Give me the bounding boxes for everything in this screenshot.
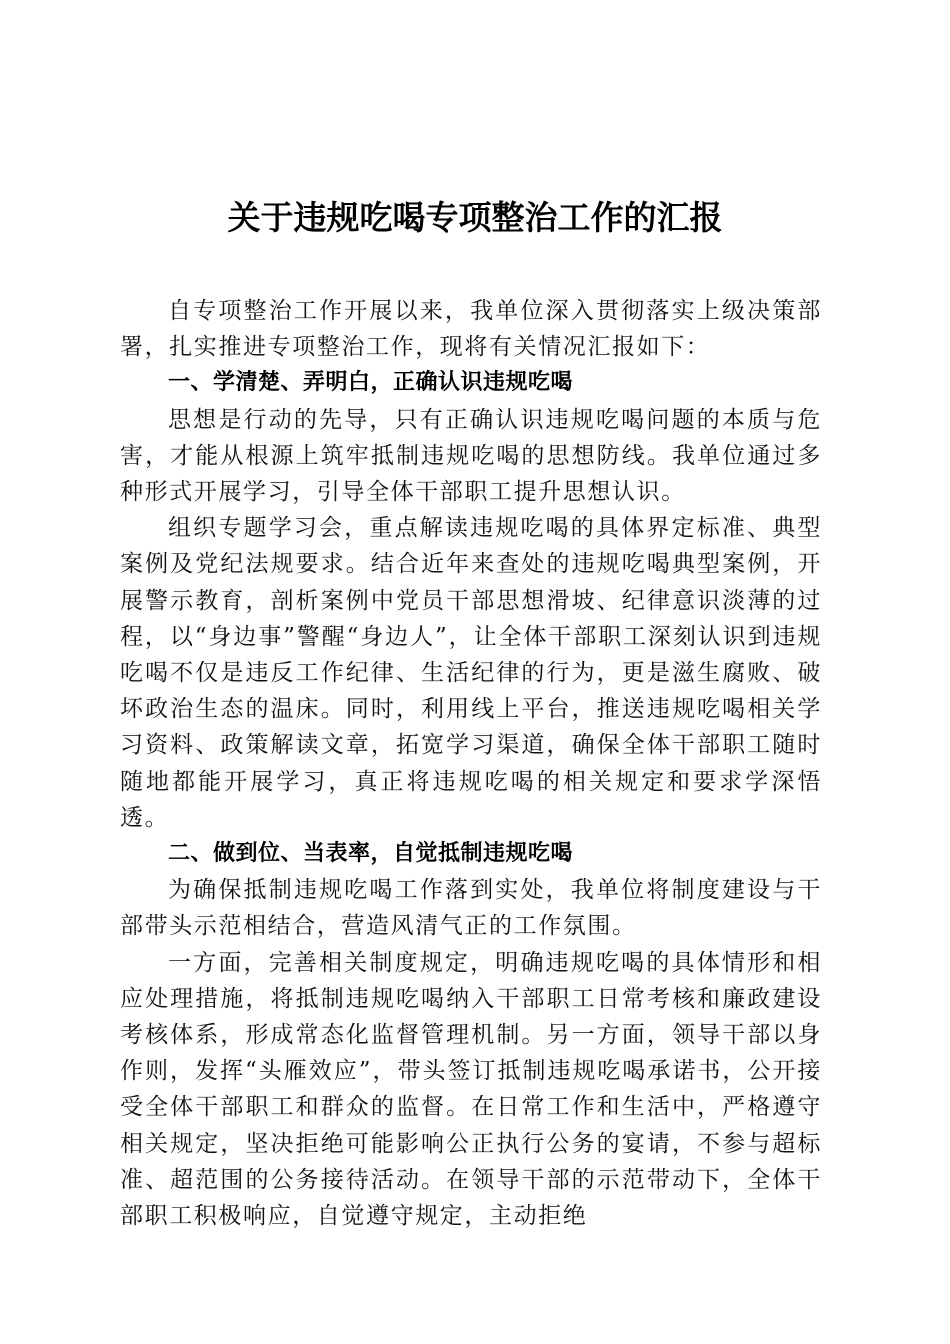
section-2-heading: 二、做到位、当表率，自觉抵制违规吃喝 — [168, 841, 574, 867]
document-body — [120, 293, 822, 1234]
section-2-paragraph-2: 一方面，完善相关制度规定，明确违规吃喝的具体情形和相应处理措施，将抵制违规吃喝纳入干部职工日常考核和廉政建设考核体系，形成常态化监督管理机制。另一方面，领导干部以身作则，发挥“头雁效应”，带头签订抵制违规吃喝承诺书，公开接受全体干部职工和群众的监督。在日常工作和生活中，严格遵守相关规定，坚决拒绝可能影响公正执行公务的宴请，不参与超标准、超范围的公务接待活动。在领导干部的示范带动下，全体干部职工积极响应，自觉遵守规定，主动拒绝 — [120, 949, 822, 1230]
document-title: 关于违规吃喝专项整治工作的汇报 — [227, 198, 723, 237]
intro-paragraph: 自专项整治工作开展以来，我单位深入贯彻落实上级决策部署，扎实推进专项整治工作，现将有关情况汇报如下： — [120, 298, 822, 361]
section-1-heading: 一、学清楚、弄明白，正确认识违规吃喝 — [168, 370, 574, 396]
section-2-paragraph-1: 为确保抵制违规吃喝工作落到实处，我单位将制度建设与干部带头示范相结合，营造风清气正的工作氛围。 — [120, 877, 822, 940]
section-1-paragraph-2: 组织专题学习会，重点解读违规吃喝的具体界定标准、典型案例及党纪法规要求。结合近年来查处的违规吃喝典型案例，开展警示教育，剖析案例中党员干部思想滑坡、纪律意识淡薄的过程，以“身边事”警醒“身边人”，让全体干部职工深刻认识到违规吃喝不仅是违反工作纪律、生活纪律的行为，更是滋生腐败、破坏政治生态的温床。同时，利用线上平台，推送违规吃喝相关学习资料、政策解读文章，拓宽学习渠道，确保全体干部职工随时随地都能开展学习，真正将违规吃喝的相关规定和要求学深悟透。 — [120, 515, 822, 831]
section-1-paragraph-1: 思想是行动的先导，只有正确认识违规吃喝问题的本质与危害，才能从根源上筑牢抵制违规吃喝的思想防线。我单位通过多种形式开展学习，引导全体干部职工提升思想认识。 — [120, 406, 822, 506]
